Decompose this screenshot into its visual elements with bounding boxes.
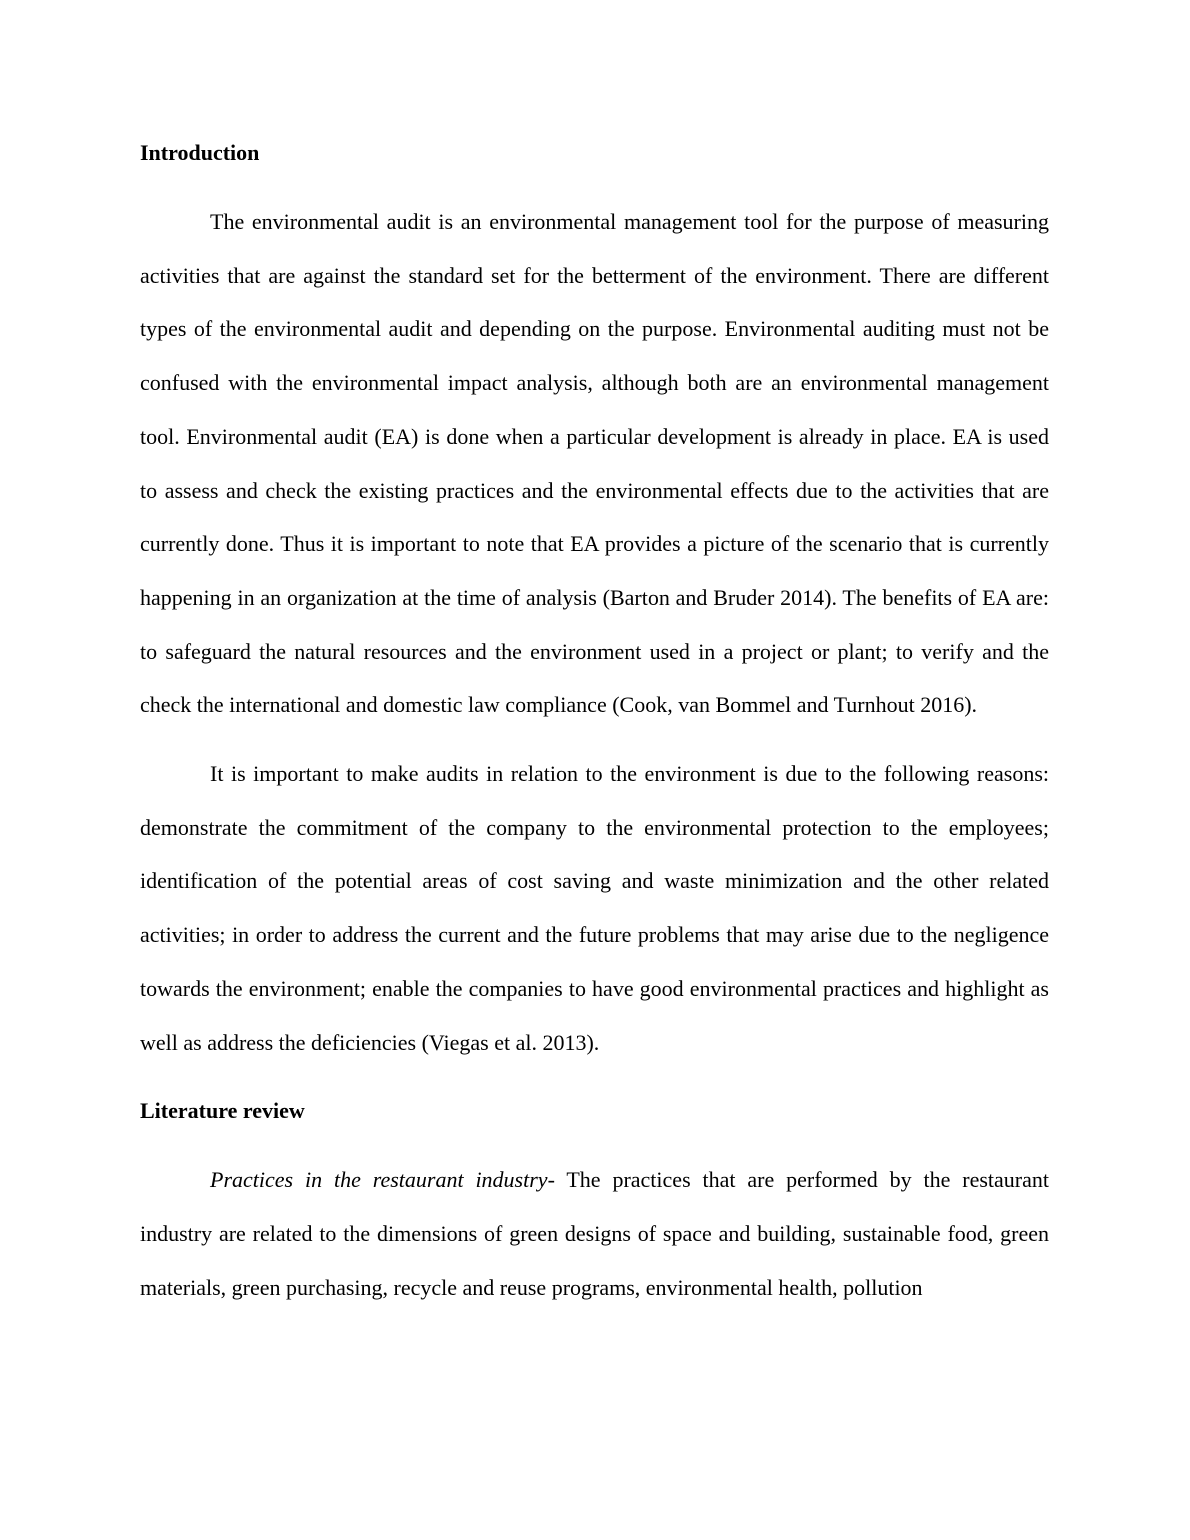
section-heading-introduction: Introduction: [140, 140, 260, 165]
literature-paragraph-1: [140, 1153, 1049, 1314]
practices-italic-lead: Practices in the restaurant industry: [210, 1167, 548, 1193]
document-page: [140, 126, 1049, 1314]
intro-paragraph-1: The environmental audit is an environmental management tool for the purpose of measuring activities that are against the standard set for the betterment of the environment. There are different types of the environmental audit and depending on the purpose. Environmental auditing must not be confused with the environmental impact analysis, although both are an environmental management tool. Environmental audit (EA) is done when a particular development is already in place. EA is used to assess and check the existing practices and the environmental effects due to the activities that are currently done. Thus it is important to note that EA provides a picture of the scenario that is currently happening in an organization at the time of analysis (Barton and Bruder 2014). The benefits of EA are: to safeguard the natural resources and the environment used in a project or plant; to verify and the check the international and domestic law compliance (Cook, van Bommel and Turnhout 2016).: [140, 209, 1049, 718]
intro-paragraph-2: It is important to make audits in relation to the environment is due to the following reasons: demonstrate the commitment of the company to the environmental protection to the employees; identification of the potential areas of cost saving and waste minimization and the other related activities; in order to address the current and the future problems that may arise due to the negligence towards the environment; enable the companies to have good environmental practices and highlight as well as address the deficiencies (Viegas et al. 2013).: [140, 761, 1049, 1055]
section-heading-literature-review: Literature review: [140, 1098, 305, 1124]
practices-body-text: - The practices that are performed by the restaurant industry are related to the dimensions of green designs of space and building, sustainable food, green materials, green purchasing, recycle and reuse programs, environmental health, pollution: [140, 1167, 1049, 1300]
